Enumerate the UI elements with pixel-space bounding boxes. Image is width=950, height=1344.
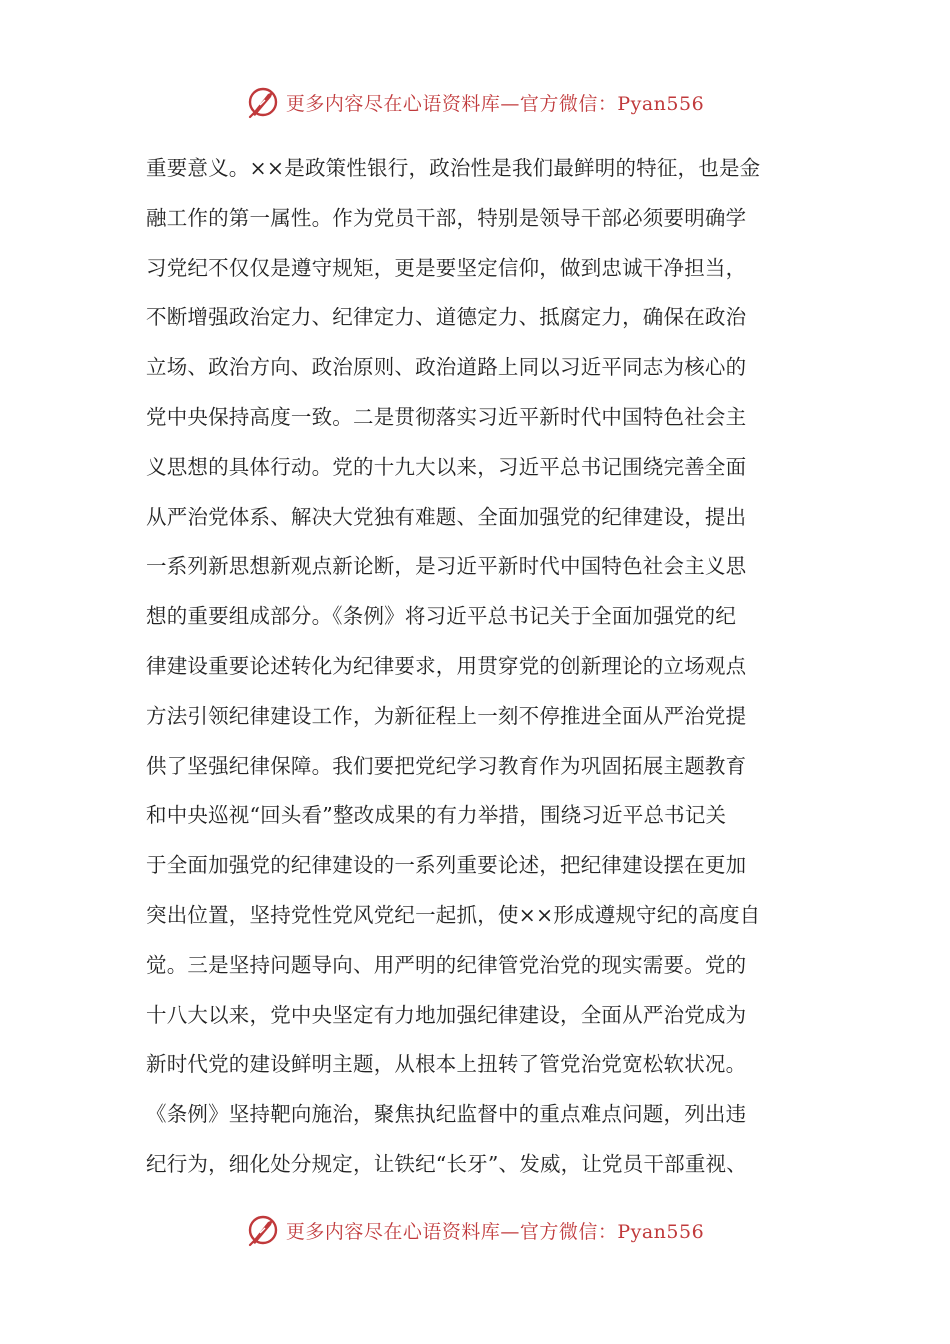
body-line-9: 一系列新思想新观点新论断，是习近平新时代中国特色社会主义思 [146,554,747,579]
body-line-1: 重要意义。××是政策性银行，政治性是我们最鲜明的特征，也是金 [146,156,761,180]
body-line-5: 立场、政治方向、政治原则、政治道路上同以习近平同志为核心的 [146,355,747,380]
body-line-2: 融工作的第一属性。作为党员干部，特别是领导干部必须要明确学 [146,205,747,230]
body-line-17: 觉。三是坚持问题导向、用严明的纪律管党治党的现实需要。党的 [146,952,747,977]
pen-quill-logo-icon [246,1213,280,1247]
body-line-8: 从严治党体系、解决大党独有难题、全面加强党的纪律建设，提出 [146,504,747,529]
header-banner-text: 更多内容尽在心语资料库—官方微信：Pyan556 [285,92,705,115]
body-line-15: 于全面加强党的纪律建设的一系列重要论述，把纪律建设摆在更加 [146,853,747,878]
body-line-12: 方法引领纪律建设工作，为新征程上一刻不停推进全面从严治党提 [146,703,747,728]
body-line-7: 义思想的具体行动。党的十九大以来，习近平总书记围绕完善全面 [146,454,747,479]
body-line-18: 十八大以来，党中央坚定有力地加强纪律建设，全面从严治党成为 [146,1002,747,1027]
document-body [146,144,826,1190]
pen-quill-logo-icon [246,85,280,119]
body-line-20: 《条例》坚持靶向施治，聚焦执纪监督中的重点难点问题，列出违 [146,1102,747,1127]
body-line-10: 想的重要组成部分。《条例》将习近平总书记关于全面加强党的纪 [146,604,737,629]
header-banner [0,82,950,122]
body-line-16: 突出位置，坚持党性党风党纪一起抓，使××形成遵规守纪的高度自 [146,902,761,927]
body-line-3: 习党纪不仅仅是遵守规矩，更是要坚定信仰，做到忠诚干净担当， [146,255,747,280]
body-line-13: 供了坚强纪律保障。我们要把党纪学习教育作为巩固拓展主题教育 [146,753,747,778]
body-line-14: 和中央巡视“回头看”整改成果的有力举措，围绕习近平总书记关 [146,803,727,828]
footer-banner-text: 更多内容尽在心语资料库—官方微信：Pyan556 [285,1220,705,1243]
body-line-6: 党中央保持高度一致。二是贯彻落实习近平新时代中国特色社会主 [146,404,747,429]
footer-banner [0,1210,950,1250]
body-line-19: 新时代党的建设鲜明主题，从根本上扭转了管党治党宽松软状况。 [146,1052,747,1077]
body-line-4: 不断增强政治定力、纪律定力、道德定力、抵腐定力，确保在政治 [146,305,747,330]
body-line-21: 纪行为，细化处分规定，让铁纪“长牙”、发威，让党员干部重视、 [146,1151,747,1176]
body-line-11: 律建设重要论述转化为纪律要求，用贯穿党的创新理论的立场观点 [146,653,747,678]
